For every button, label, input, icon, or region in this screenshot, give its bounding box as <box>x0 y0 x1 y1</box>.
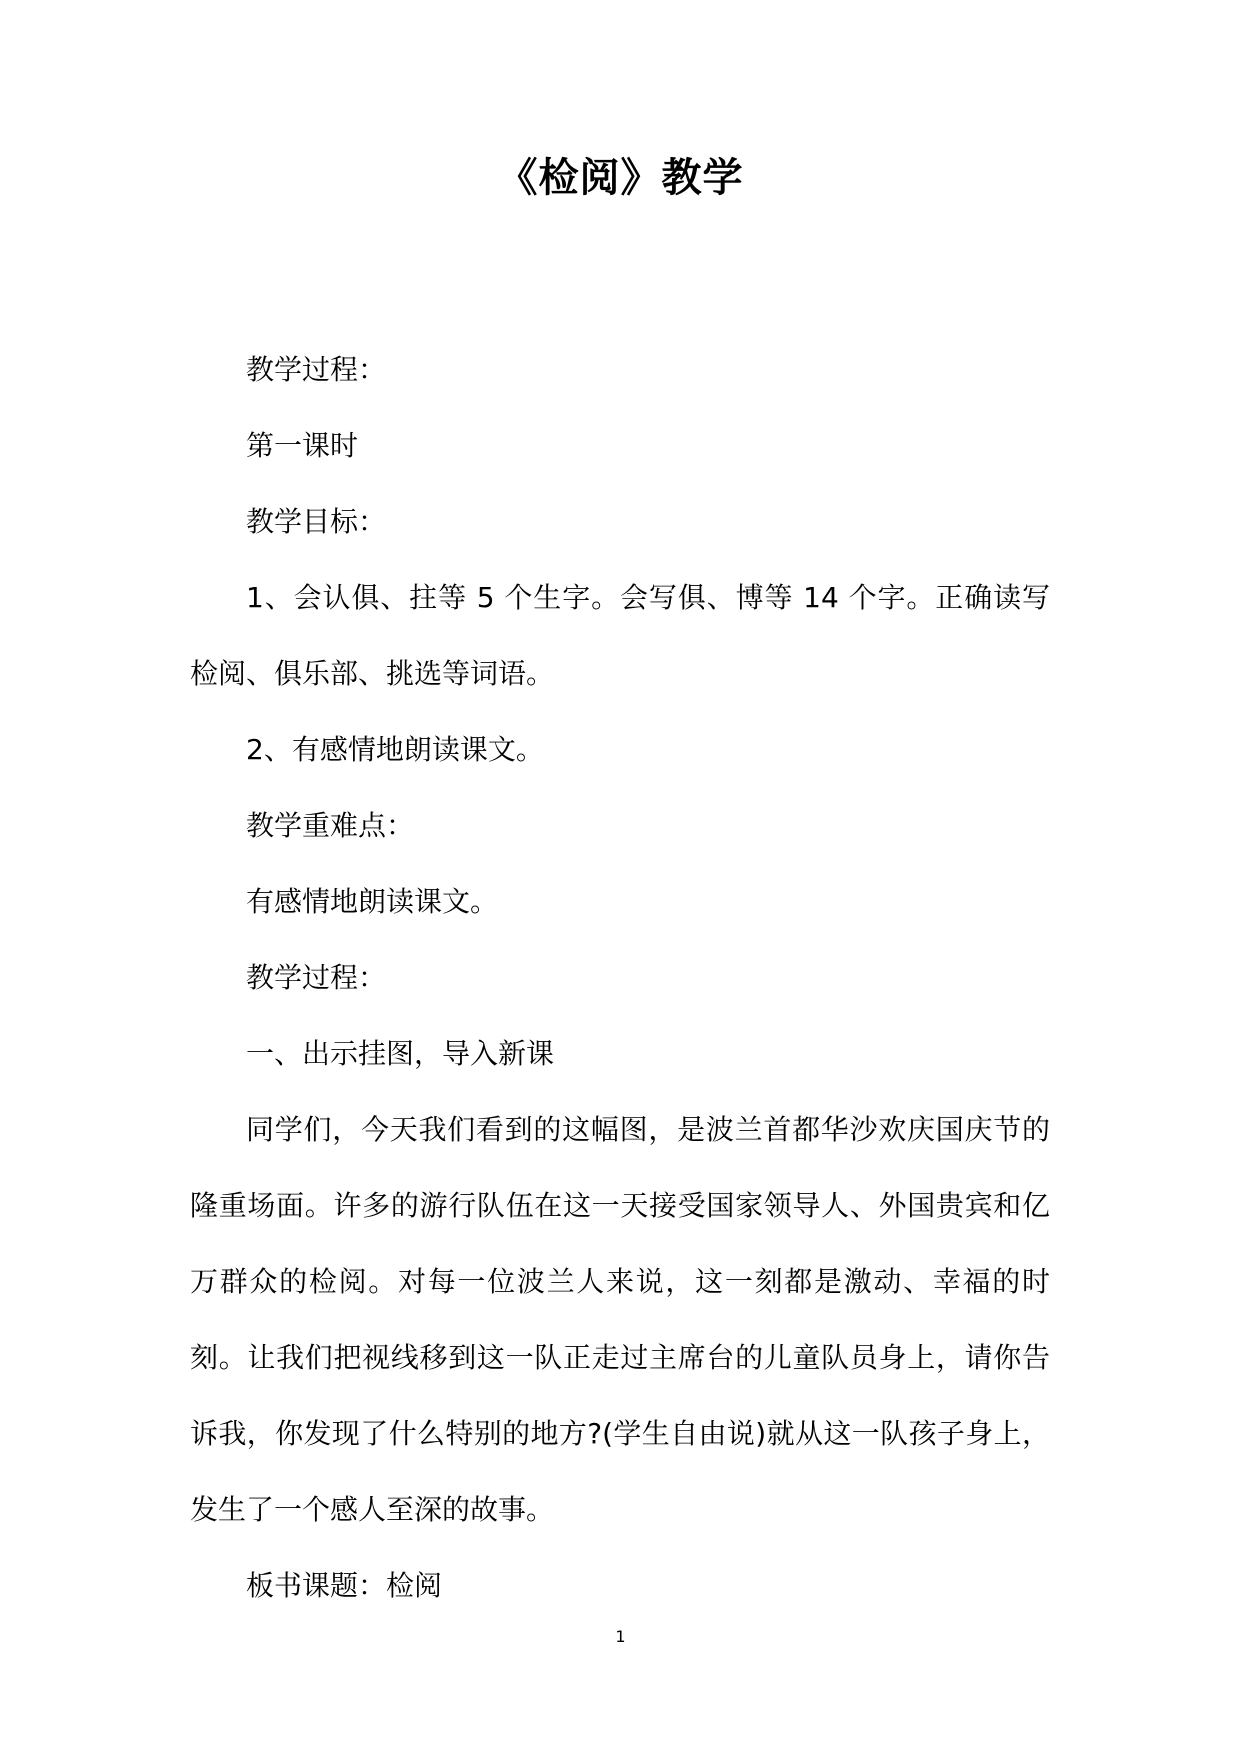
paragraph: 教学重难点： <box>246 809 415 842</box>
paragraph: 同学们，今天我们看到的这幅图，是波兰首都华沙欢庆国庆节的隆重场面。许多的游行队伍在这一天接受国家领导人、外国贵宾和亿万群众的检阅。对每一位波兰人来说，这一刻都是激动、幸福的时刻。让我们把视线移到这一队正走过主席台的儿童队员身上，请你告诉我，你发现了什么特别的地方?(学生自由说)就从这一队孩子身上，发生了一个感人至深的故事。 <box>190 1113 1050 1526</box>
document-title: 《检阅》教学 <box>497 155 744 201</box>
paragraph: 1、会认俱、拄等 5 个生字。会写俱、博等 14 个字。正确读写检阅、俱乐部、挑选等词语。 <box>190 581 1050 690</box>
paragraph: 板书课题：检阅 <box>246 1569 443 1602</box>
paragraph: 2、有感情地朗读课文。 <box>246 733 544 766</box>
document-body <box>190 332 1050 1624</box>
paragraph: 一、出示挂图，导入新课 <box>246 1037 555 1070</box>
paragraph: 第一课时 <box>246 429 359 462</box>
paragraph: 教学过程： <box>246 353 387 386</box>
paragraph: 教学目标： <box>246 505 387 538</box>
paragraph: 有感情地朗读课文。 <box>246 885 499 918</box>
paragraph: 教学过程： <box>246 961 387 994</box>
page-number: 1 <box>615 1627 626 1646</box>
